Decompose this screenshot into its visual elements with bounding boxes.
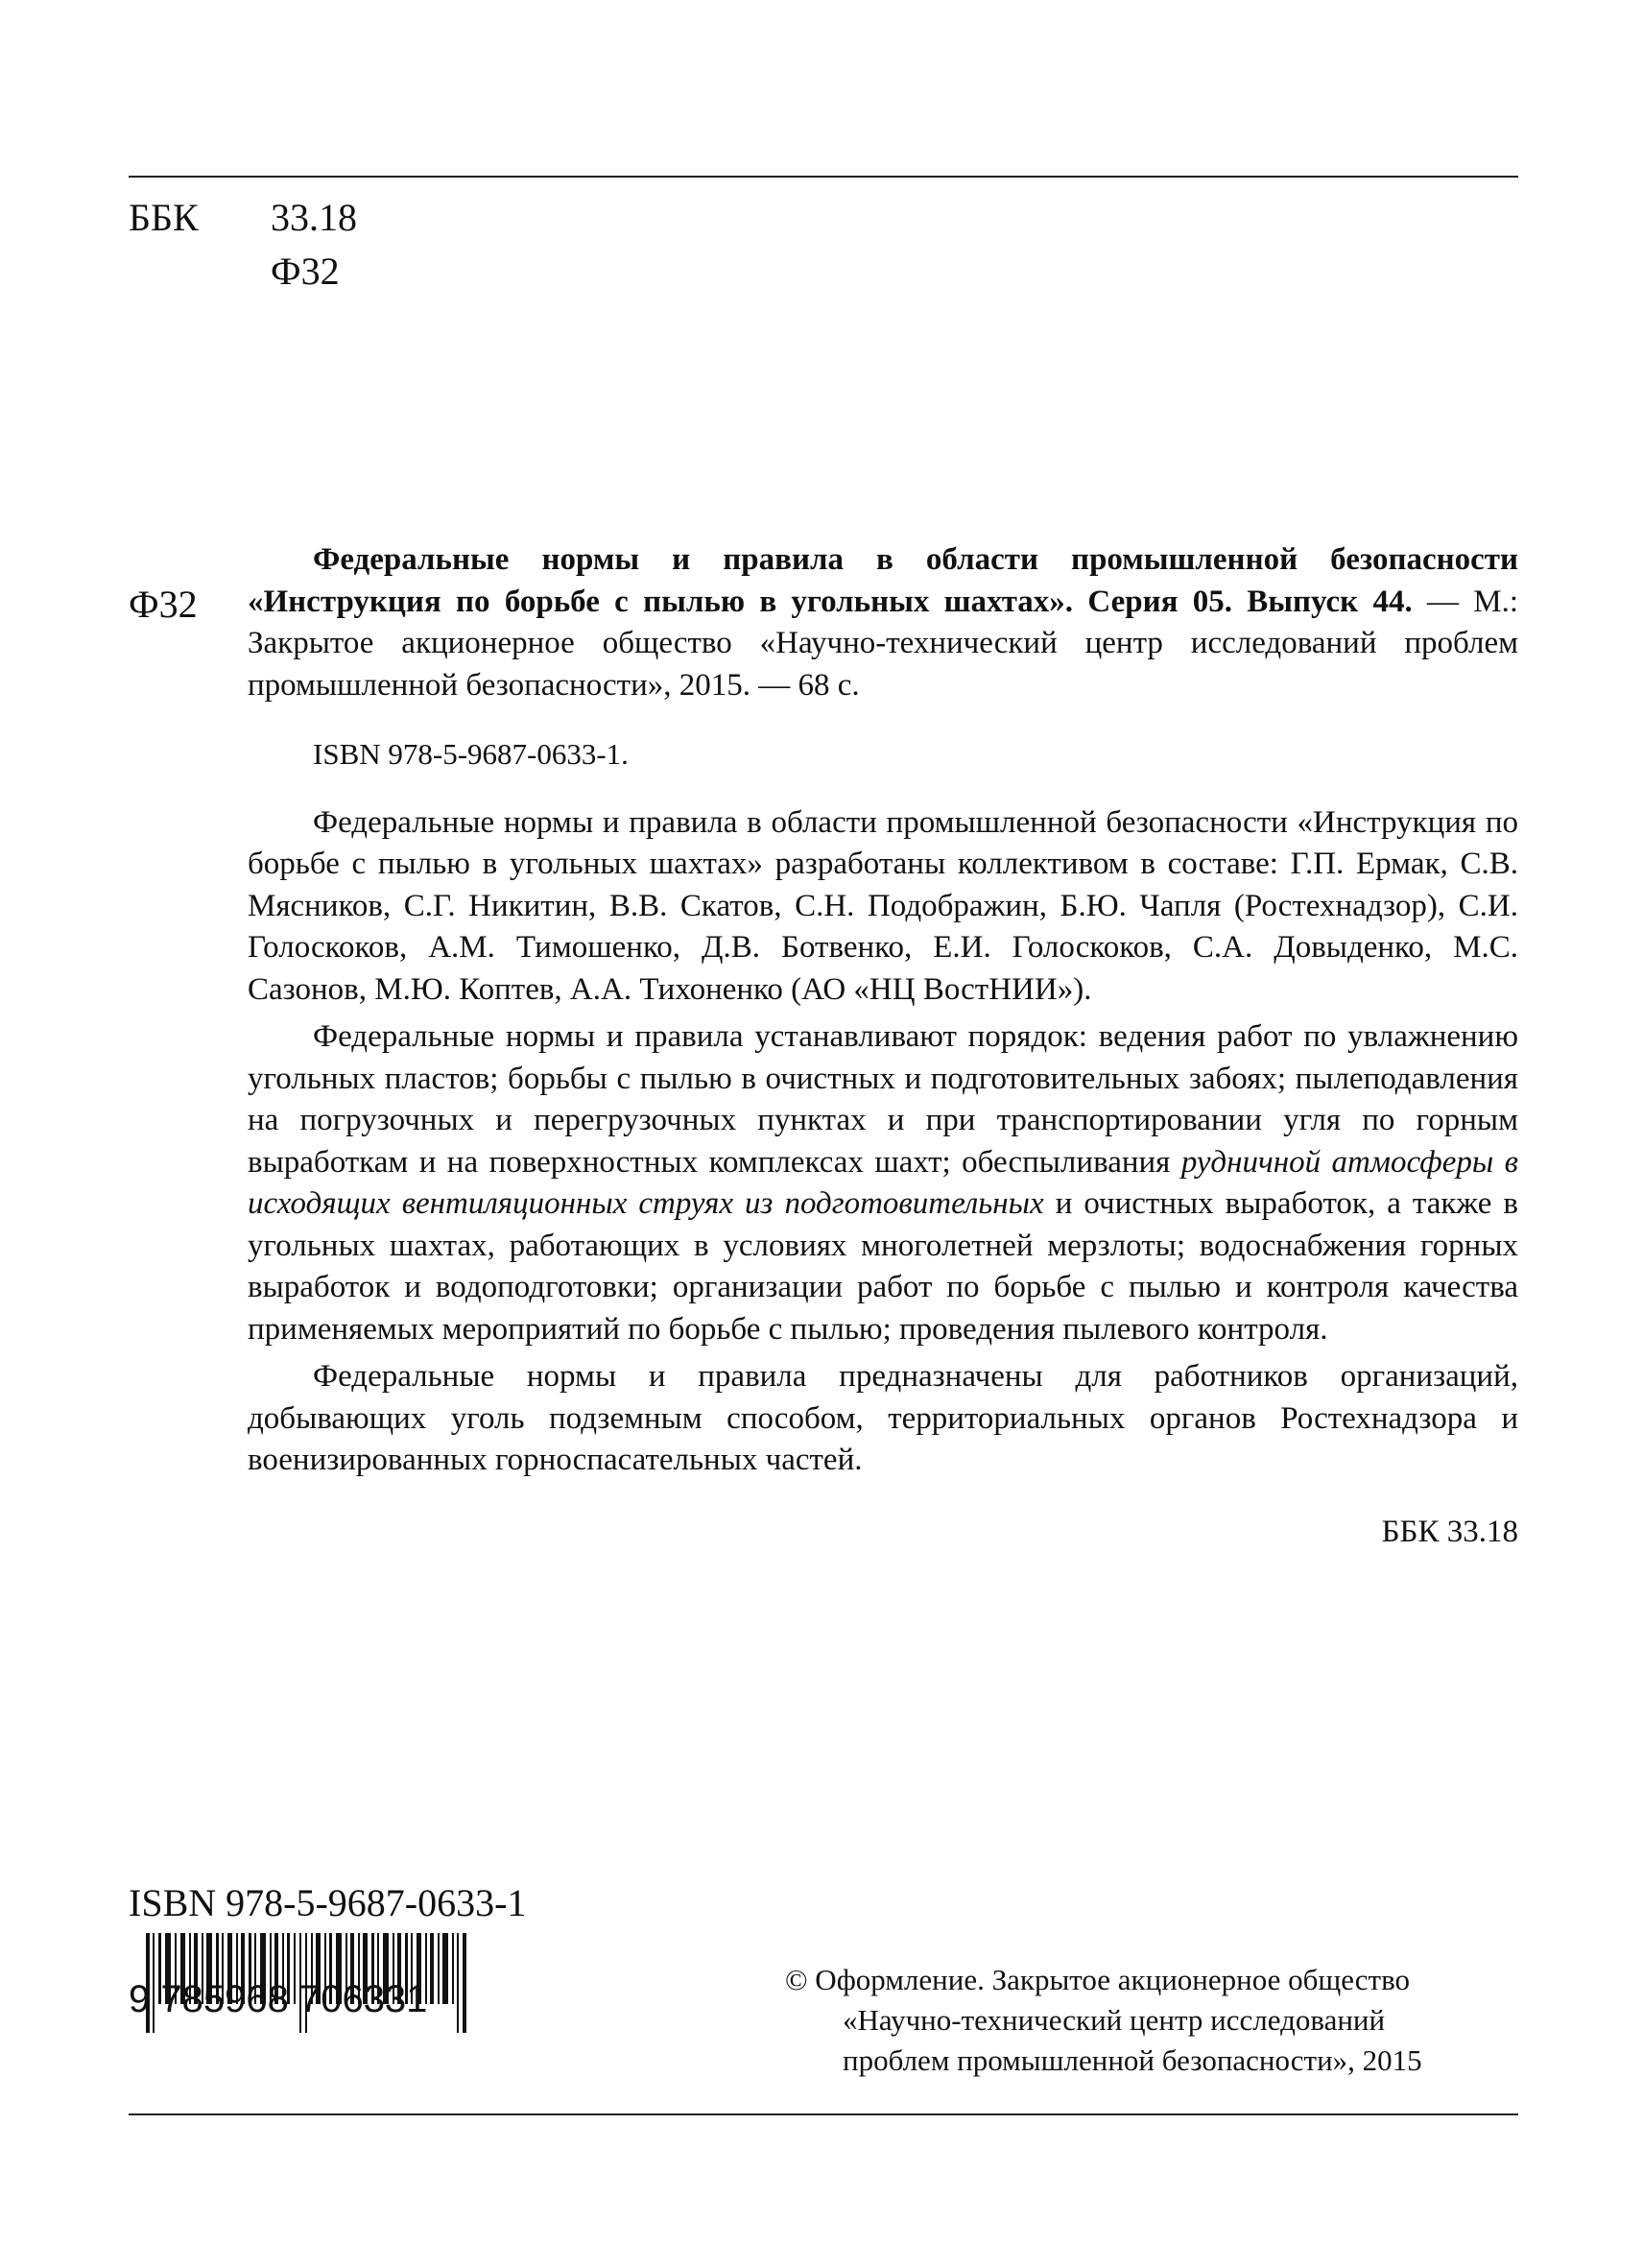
barcode-isbn: ISBN 978-5-9687-0633-1: [129, 1881, 527, 1924]
bbk-label: ББК: [129, 196, 199, 239]
copyright-line-3: проблем промышленной безопасности», 2015: [843, 2043, 1422, 2077]
abstract-paragraph-audience: Федеральные нормы и правила предназначены для работников организаций, добывающих уголь подземным способом, территориальных органов Ростехнадзора и военизированных горноспасательных частей.: [248, 1359, 1518, 1477]
bottom-rule: [129, 2113, 1518, 2115]
entry-title: Федеральные нормы и правила в области промышленной безопасности «Инструкция по борьбе с пылью в угольных шахтах». Серия 05. Выпуск 44.: [248, 542, 1518, 619]
abstract: [248, 802, 1518, 1482]
isbn-line: ISBN 978-5-9687-0633-1.: [313, 737, 629, 771]
entry-publisher: — М.: Закрытое акционерное общество «Научно-технический центр исследований проблем промышленной безопасности», 2015. — 68 с.: [248, 584, 1519, 703]
copyright-line-2: «Научно-технический центр исследований: [843, 2003, 1386, 2037]
bbk-footer: ББК 33.18: [1381, 1515, 1518, 1549]
top-rule: [129, 176, 1518, 178]
scope-text-1: Федеральные нормы и правила устанавливают порядок: ведения работ по увлажнению угольных пластов; борьбы с пылью в очистных и подготовительных забоях; пылеподавления на погрузочных и перегрузочных пунктах и при транспортировании угля по горным выработкам и на поверхностных комплексах шахт; обеспыливания: [248, 1019, 1518, 1180]
scope-text-2: и очистных выработок, а также в угольных шахтах, работающих в условиях многолетней мерзлоты; водоснабжения горных выработок и водоподготовки; организации работ по борьбе с пылью и контроля качества применяемых мероприятий по борьбе с пылью; проведения пылевого контроля.: [248, 1186, 1518, 1347]
abstract-paragraph-authors: Федеральные нормы и правила в области промышленной безопасности «Инструкция по борьбе с пылью в угольных шахтах» разработаны коллективом в составе: Г.П. Ермак, С.В. Мясников, С.Г. Никитин, В.В. Скатов, С.Н. Подображин, Б.Ю. Чапля (Ростехнадзор), С.И. Голоскоков, А.М. Тимошенко, Д.В. Ботвенко, Е.И. Голоскоков, С.А. Довыденко, М.С. Сазонов, М.Ю. Коптев, А.А. Тихоненко (АО «НЦ ВостНИИ»).: [248, 804, 1518, 1007]
entry-paragraph: [248, 539, 1518, 706]
side-author-code: Ф32: [129, 583, 198, 626]
bbk-code: 33.18: [271, 196, 357, 239]
abstract-paragraph-scope: [248, 1016, 1518, 1350]
copyright-line-1: © Оформление. Закрытое акционерное общество: [785, 1963, 1411, 1996]
scope-text-italic: рудничной атмосферы в исходящих вентиляционных струях из подготовительных: [248, 1144, 1518, 1221]
bibliographic-entry: [248, 539, 1518, 1482]
barcode-digits: 9 785968 706331: [129, 1978, 428, 2020]
author-code: Ф32: [271, 250, 340, 293]
copyright-notice: [785, 1960, 1518, 2081]
barcode-block: [129, 1881, 532, 2033]
